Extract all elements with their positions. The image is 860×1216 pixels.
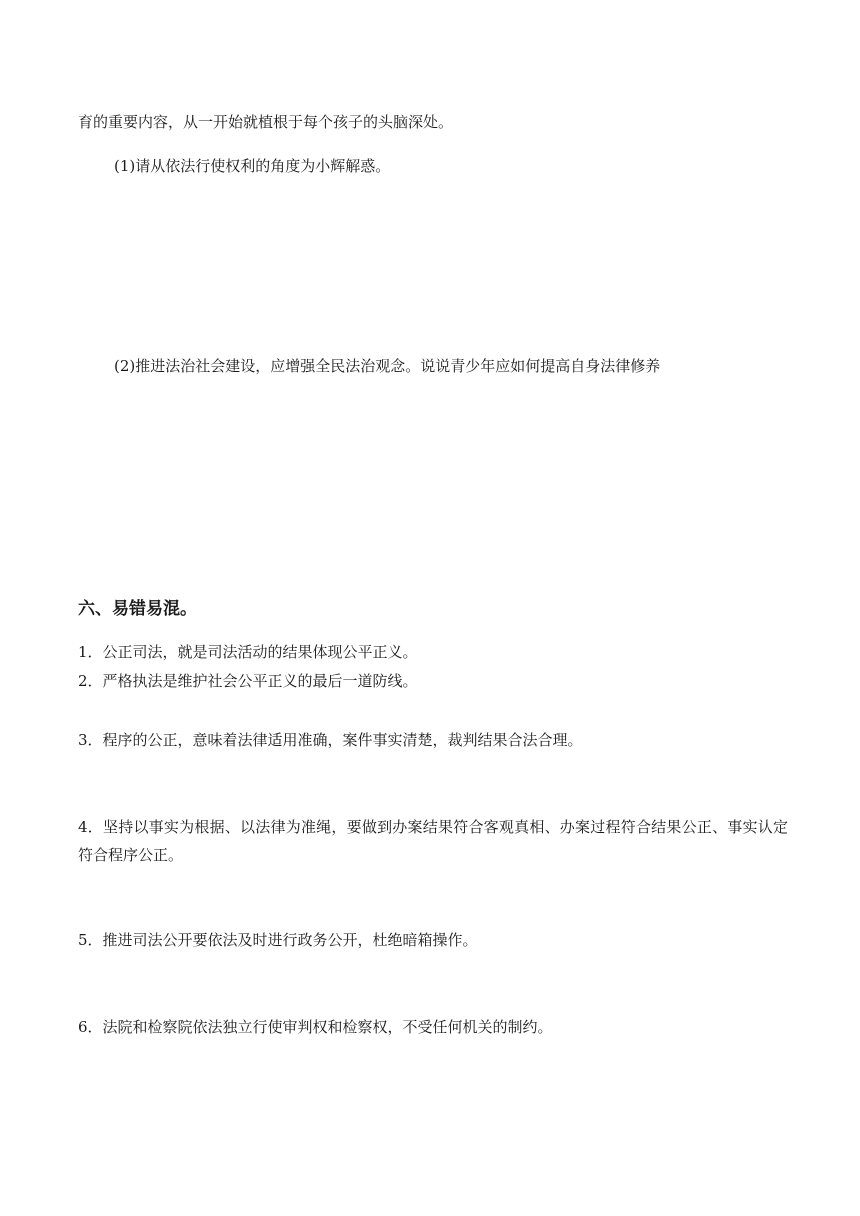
question-2: (2)推进法治社会建设，应增强全民法治观念。说说青少年应如何提高自身法律修养: [114, 357, 661, 375]
list-item: 4．坚持以事实为根据、以法律为准绳，要做到办案结果符合客观真相、办案过程符合结果公正、事实认定符合程序公正。: [78, 818, 788, 864]
continuation-text: 育的重要内容，从一开始就植根于每个孩子的头脑深处。: [78, 113, 454, 131]
section-title: 六、易错易混。: [78, 599, 197, 619]
list-item: 6．法院和检察院依法独立行使审判权和检察权，不受任何机关的制约。: [78, 1018, 553, 1036]
list-item: 2．严格执法是维护社会公平正义的最后一道防线。: [78, 672, 418, 690]
list-item: 5．推进司法公开要依法及时进行政务公开，杜绝暗箱操作。: [78, 931, 478, 949]
list-item: 1．公正司法，就是司法活动的结果体现公平正义。: [78, 643, 418, 661]
question-1: (1)请从依法行使权利的角度为小辉解惑。: [114, 157, 391, 175]
list-item: 3．程序的公正，意味着法律适用准确，案件事实清楚，裁判结果合法合理。: [78, 731, 583, 749]
